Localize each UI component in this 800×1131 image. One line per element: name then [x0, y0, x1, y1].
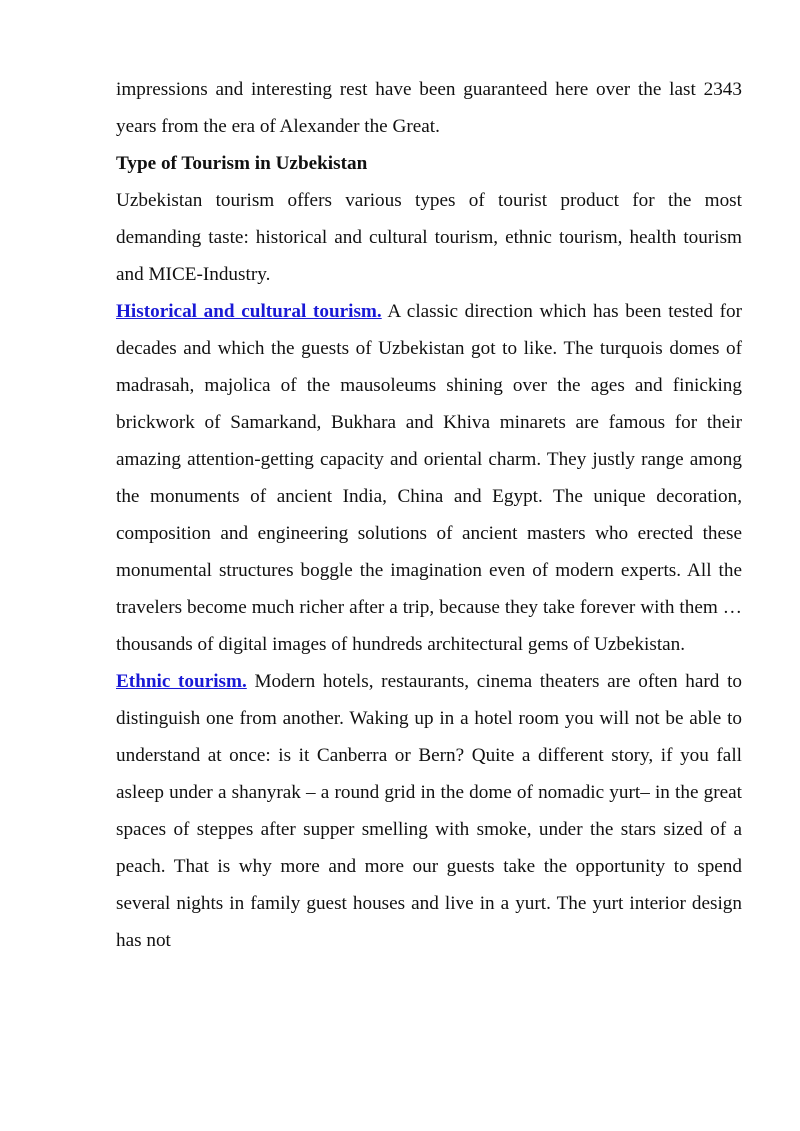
document-page [116, 71, 742, 959]
historical-tourism-link[interactable]: Historical and cultural tourism. [116, 301, 382, 322]
ethnic-tourism-text: Modern hotels, restaurants, cinema theaters are often hard to distinguish one from another. Waking up in a hotel room you will not be able to understand at once: is it Canberra or Bern? Quite a different story, if you fall asleep under a shanyrak – a round grid in the dome of nomadic yurt– in the great spaces of steppes after supper smelling with smoke, under the stars sized of a peach. That is why more and more our guests take the opportunity to spend several nights in family guest houses and live in a yurt. The yurt interior design has not [116, 671, 742, 951]
historical-tourism-paragraph [116, 293, 742, 663]
section-intro-paragraph: Uzbekistan tourism offers various types of tourist product for the most demanding taste: historical and cultural tourism, ethnic tourism, health tourism and MICE-Industry. [116, 190, 742, 285]
ethnic-tourism-link[interactable]: Ethnic tourism. [116, 671, 247, 692]
intro-paragraph: impressions and interesting rest have been guaranteed here over the last 2343 years from the era of Alexander the Great. [116, 79, 742, 137]
ethnic-tourism-paragraph [116, 663, 742, 959]
historical-tourism-text: A classic direction which has been tested for decades and which the guests of Uzbekistan got to like. The turquois domes of madrasah, majolica of the mausoleums shining over the ages and finicking brickwork of Samarkand, Bukhara and Khiva minarets are famous for their amazing attention-getting capacity and oriental charm. They justly range among the monuments of ancient India, China and Egypt. The unique decoration, composition and engineering solutions of ancient masters who erected these monumental structures boggle the imagination even of modern experts. All the travelers become much richer after a trip, because they take forever with them … thousands of digital images of hundreds architectural gems of Uzbekistan. [116, 301, 742, 655]
section-heading: Type of Tourism in Uzbekistan [116, 153, 368, 174]
